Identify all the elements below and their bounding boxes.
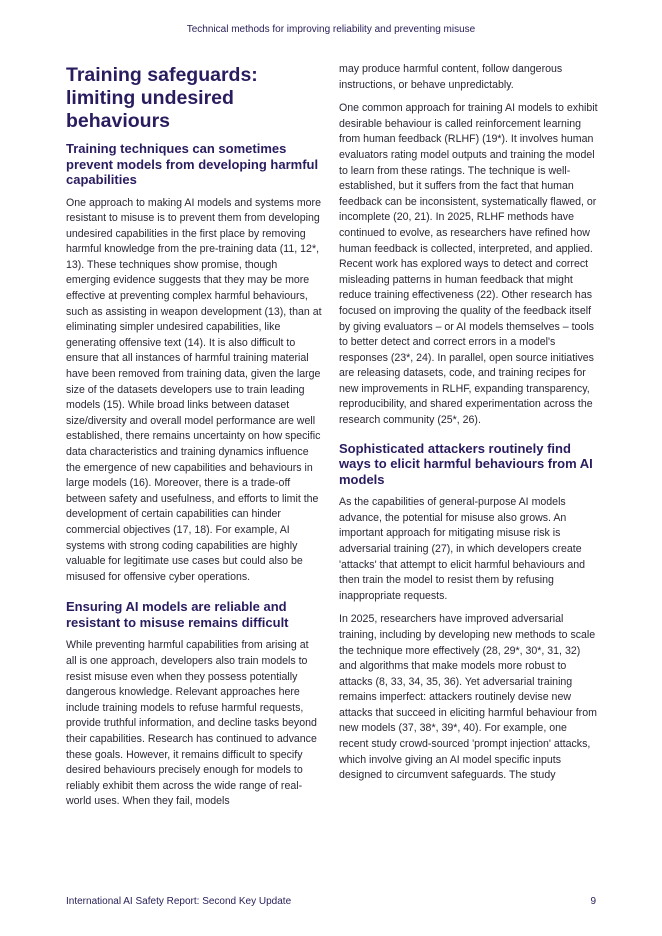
footer-report-title: International AI Safety Report: Second Key Update [66,896,292,907]
running-header: Technical methods for improving reliability and preventing misuse [186,24,476,35]
paragraph-rlhf: One common approach for training AI models to exhibit desirable behaviour is called reinforcement learning from human feedback (RLHF) (19*). It involves human evaluators rating model outputs and training the model to learn from these ratings. The technique is well-established, but it suffers from the fact that human feedback can be inconsistent, systematically flawed, or incomplete (20, 21). In 2025, RLHF methods have continued to evolve, as researchers have refined how human feedback is collected, interpreted, and applied. Recent work has explored ways to detect and correct misleading patterns in human feedback that might reduce training effectiveness (22). Other research has focused on improving the quality of the feedback itself by giving evaluators – or AI models themselves – tools to better detect and correct errors in a model's responses (23*, 24). In parallel, open source initiatives are releasing datasets, code, and training recipes for new improvements in RLHF, expanding transparency, reproducibility, and shared experimentation across the research community (25*, 26). [339,102,598,427]
left-column [66,60,322,818]
page-number: 9 [590,896,596,907]
paragraph-training-techniques: One approach to making AI models and systems more resistant to misuse is to prevent them from developing undesired capabilities in the first place by removing harmful knowledge from the pre-training data (11, 12*, 13). These techniques show promise, though emerging evidence suggests that they may be more effective at preventing complex harmful behaviours, such as assisting in weapon development (13), than at eliminating simpler undesired capabilities, like generating offensive text (14). It is also difficult to ensure that all instances of harmful training material have been removed from training data, given the large size of the datasets developers use to train leading models (15). While broad links between dataset size/diversity and overall model performance are well established, there remains uncertainty on how specific data characteristics and training dynamics influence the emergence of new capabilities and behaviours in large models (16). Moreover, there is a trade-off between safety and usefulness, and efforts to limit the development of certain capabilities can hinder commercial objectives (17, 18). For example, AI systems with strong coding capabilities are highly valuable for legitimate use cases but could also be misused for offensive cyber operations. [66,196,322,583]
section-heading-training-techniques: Training techniques can sometimes prevent models from developing harmful capabilities [66,141,319,187]
right-column [339,62,598,792]
paragraph-reliability: While preventing harmful capabilities from arising at all is one approach, developers also train models to resist misuse even when they possess potentially dangerous knowledge. Relevant approaches here include training models to refuse harmful requests, provide truthful information, and decline tasks beyond their capabilities. Research has continued to advance these goals. However, it remains difficult to specify desired behaviours precisely enough for models to reliably exhibit them across the wide range of real-world uses. When they fail, models [66,639,317,808]
section-heading-reliability: Ensuring AI models are reliable and resistant to misuse remains difficult [66,599,289,630]
section-heading-attackers: Sophisticated attackers routinely find ways to elicit harmful behaviours from AI models [339,440,593,487]
paragraph-continuation: may produce harmful content, follow dangerous instructions, or behave unpredictably. [339,63,563,91]
paragraph-adversarial-2025: In 2025, researchers have improved adversarial training, including by developing new methods to scale the technique more effectively (28, 29*, 30*, 31, 32) and algorithms that make models more robust to attacks (8, 33, 34, 35, 36). Yet adversarial training remains imperfect: attackers routinely devise new attacks that succeed in eliciting harmful behaviour from new models (37, 38*, 39*, 40). For example, one recent study crowd-sourced 'prompt injection' attacks, which involve giving an AI model specific inputs designed to circumvent safeguards. The study [339,613,597,782]
paragraph-adversarial-training: As the capabilities of general-purpose AI models advance, the potential for misuse also grows. An important approach for mitigating misuse risk is adversarial training (27), in which developers create 'attacks' that attempt to elicit harmful behaviours and then train the model to resist them by refusing inappropriate requests. [339,496,586,602]
page-title: Training safeguards: limiting undesired behaviours [66,64,258,132]
